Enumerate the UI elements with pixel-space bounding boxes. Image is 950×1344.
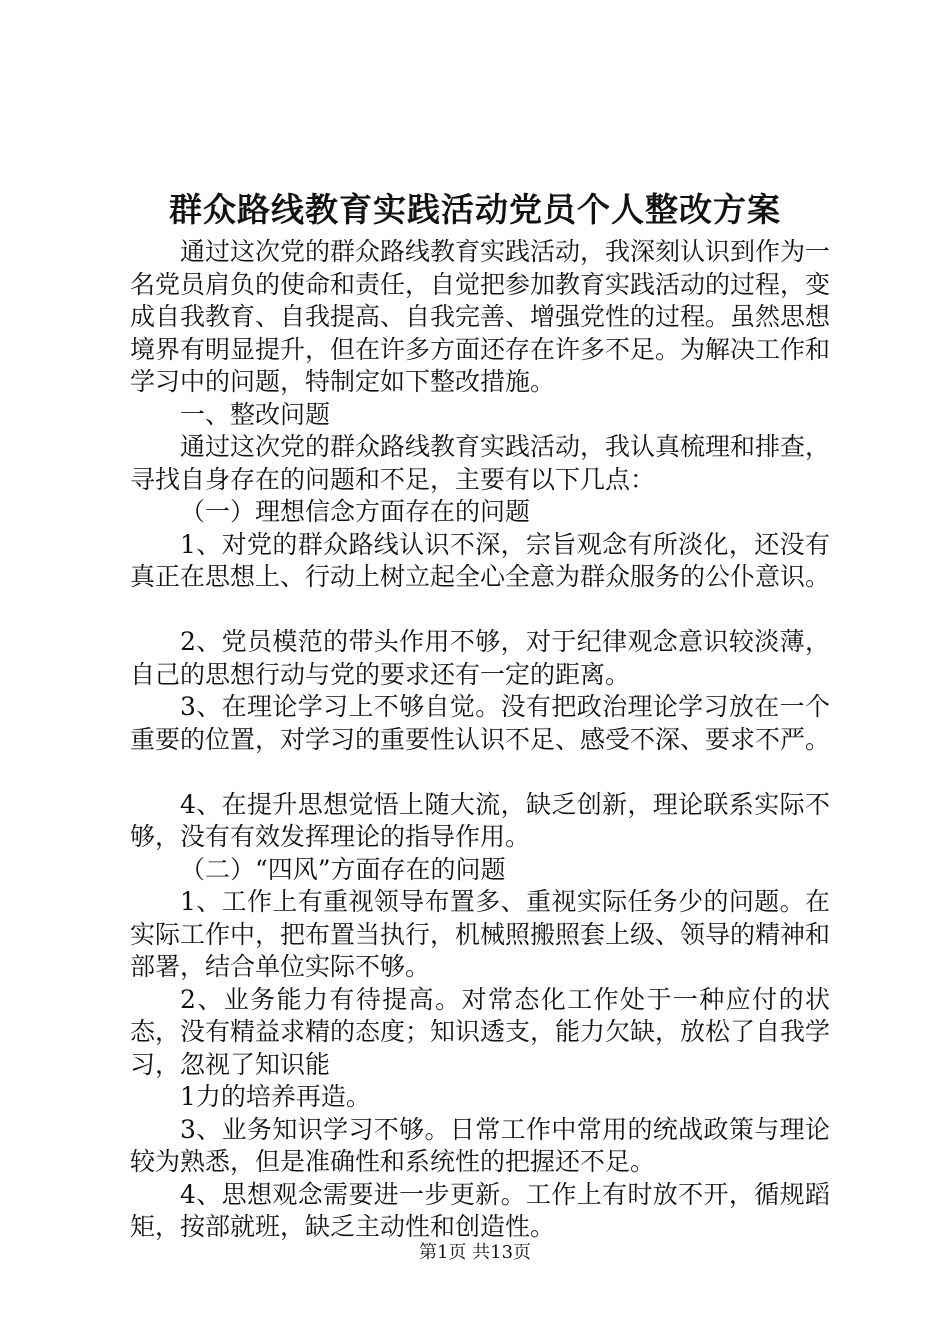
list-item: 4、思想观念需要进一步更新。工作上有时放不开，循规蹈矩，按部就班，缺乏主动性和创造性。 [130,1179,830,1241]
list-item: 1、对党的群众路线认识不深，宗旨观念有所淡化，还没有真正在思想上、行动上树立起全心全意为群众服务的公仆意识。 [130,529,831,591]
document-body [130,236,830,1244]
list-item: 3、业务知识学习不够。日常工作中常用的统战政策与理论较为熟悉，但是准确性和系统性的把握还不足。 [130,1114,830,1176]
list-item: 3、在理论学习上不够自觉。没有把政治理论学习放在一个重要的位置，对学习的重要性认识不足、感受不深、要求不严。 [130,692,831,754]
document-title: 群众路线教育实践活动党员个人整改方案 [169,190,781,229]
intro-paragraph: 通过这次党的群众路线教育实践活动，我深刻认识到作为一名党员肩负的使命和责任，自觉把参加教育实践活动的过程，变成自我教育、自我提高、自我完善、增强党性的过程。虽然思想境界有明显提升，但在许多方面还存在许多不足。为解决工作和学习中的问题，特制定如下整改措施。 [130,237,831,396]
list-item: 2、党员模范的带头作用不够，对于纪律观念意识较淡薄，自己的思想行动与党的要求还有一定的距离。 [130,627,830,689]
section-intro-paragraph: 通过这次党的群众路线教育实践活动，我认真梳理和排查，寻找自身存在的问题和不足，主要有以下几点： [130,432,831,494]
subsection-heading-1: （一）理想信念方面存在的问题 [180,497,531,526]
page-footer: 第1页 共13页 [418,1242,532,1263]
section-heading: 一、整改问题 [180,399,331,429]
subsection-heading-2: （二）“四风”方面存在的问题 [180,854,506,884]
list-item-continuation: 1力的培养再造。 [180,1082,371,1111]
list-item: 4、在提升思想觉悟上随大流，缺乏创新，理论联系实际不够，没有有效发挥理论的指导作用。 [130,789,830,851]
list-item: 1、工作上有重视领导布置多、重视实际任务少的问题。在实际工作中，把布置当执行，机械照搬照套上级、领导的精神和部署，结合单位实际不够。 [130,887,831,981]
list-item: 2、业务能力有待提高。对常态化工作处于一种应付的状态，没有精益求精的态度；知识透支，能力欠缺，放松了自我学习，忽视了知识能 [130,984,831,1079]
